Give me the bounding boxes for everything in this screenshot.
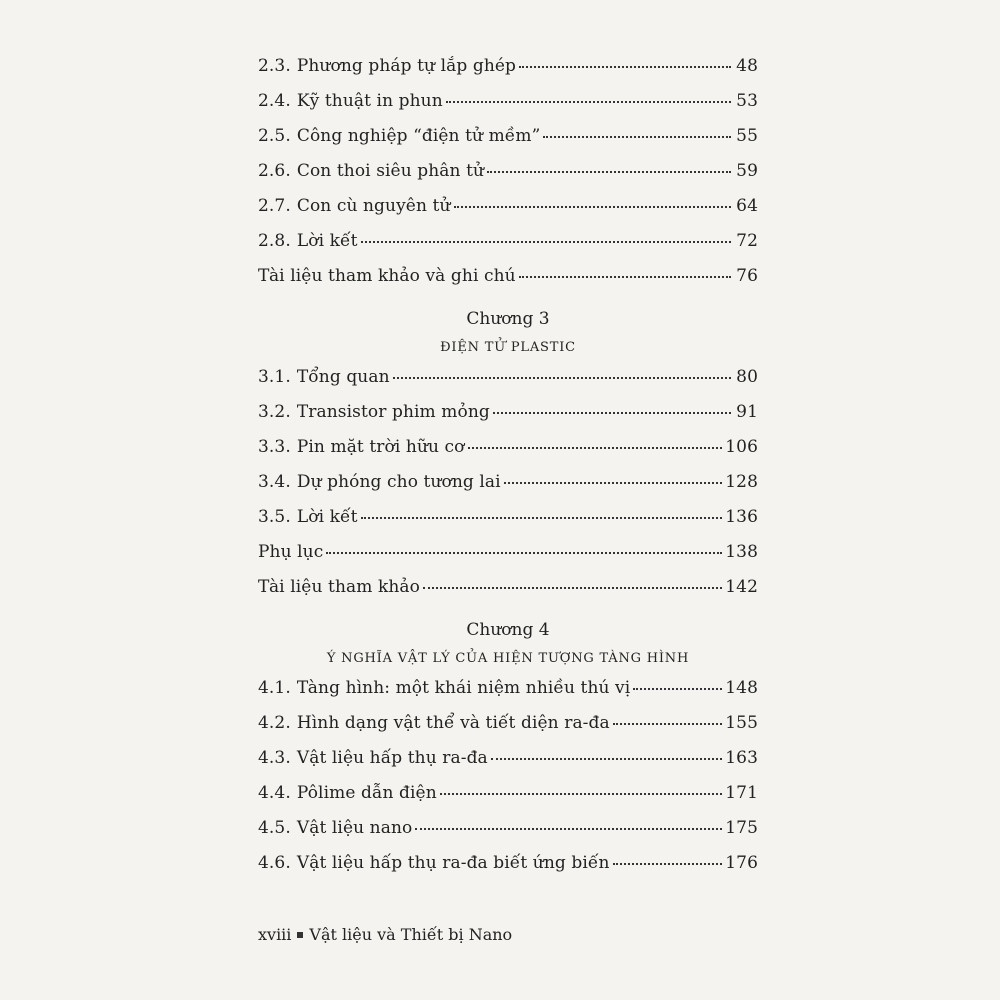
dot-leader bbox=[487, 171, 731, 173]
toc-entry[interactable] bbox=[258, 472, 758, 507]
toc-entry-page: 171 bbox=[725, 783, 758, 803]
chapter-heading: Chương 4 bbox=[466, 620, 550, 640]
toc-entry-page: 176 bbox=[725, 853, 758, 873]
toc-entry-title: Con thoi siêu phân tử bbox=[296, 161, 485, 181]
footer-page-number: xviii bbox=[258, 925, 292, 944]
toc-entry-title: Pôlime dẫn điện bbox=[296, 783, 437, 803]
table-of-contents bbox=[258, 56, 758, 888]
toc-entry-number: 4.5. bbox=[258, 818, 291, 838]
toc-entry-title: Phương pháp tự lắp ghép bbox=[296, 56, 517, 76]
toc-entry-number: 3.5. bbox=[258, 507, 291, 527]
toc-entry[interactable] bbox=[258, 402, 758, 437]
toc-entry-page: 142 bbox=[725, 577, 758, 597]
toc-entry-page: 53 bbox=[736, 91, 758, 111]
toc-entry-title: Vật liệu nano bbox=[296, 818, 413, 838]
toc-entry-title: Tài liệu tham khảo và ghi chú bbox=[258, 266, 516, 286]
dot-leader bbox=[361, 517, 723, 519]
toc-entry[interactable] bbox=[258, 507, 758, 542]
toc-entry-number: 4.3. bbox=[258, 748, 291, 768]
dot-leader bbox=[613, 863, 723, 865]
dot-leader bbox=[493, 412, 731, 414]
toc-entry[interactable] bbox=[258, 678, 758, 713]
toc-entry-page: 128 bbox=[725, 472, 758, 492]
toc-entry-title: Kỹ thuật in phun bbox=[296, 91, 443, 111]
toc-entry-number: 2.3. bbox=[258, 56, 291, 76]
toc-entry-number: 2.4. bbox=[258, 91, 291, 111]
toc-entry-page: 106 bbox=[725, 437, 758, 457]
dot-leader bbox=[440, 793, 722, 795]
dot-leader bbox=[613, 723, 723, 725]
toc-entry-number: 4.2. bbox=[258, 713, 291, 733]
toc-entry-number: 2.5. bbox=[258, 126, 291, 146]
toc-entry[interactable] bbox=[258, 196, 758, 231]
toc-entry-page: 59 bbox=[736, 161, 758, 181]
dot-leader bbox=[543, 136, 731, 138]
dot-leader bbox=[504, 482, 723, 484]
toc-entry-number: 3.4. bbox=[258, 472, 291, 492]
dot-leader bbox=[415, 828, 722, 830]
toc-entry-page: 64 bbox=[736, 196, 758, 216]
toc-entry-page: 72 bbox=[736, 231, 758, 251]
toc-entry-page: 155 bbox=[725, 713, 758, 733]
chapter-title: ĐIỆN TỬ PLASTIC bbox=[440, 340, 576, 355]
toc-entry[interactable] bbox=[258, 56, 758, 91]
dot-leader bbox=[393, 377, 731, 379]
dot-leader bbox=[361, 241, 731, 243]
toc-entry[interactable] bbox=[258, 367, 758, 402]
toc-entry-number: 3.3. bbox=[258, 437, 291, 457]
toc-entry-title: Hình dạng vật thể và tiết diện ra-đa bbox=[296, 713, 610, 733]
toc-entry-number: 3.1. bbox=[258, 367, 291, 387]
toc-entry[interactable] bbox=[258, 713, 758, 748]
toc-entry-number: 2.6. bbox=[258, 161, 291, 181]
toc-entry-number: 4.1. bbox=[258, 678, 291, 698]
toc-entry-page: 80 bbox=[736, 367, 758, 387]
toc-entry-number: 2.7. bbox=[258, 196, 291, 216]
toc-entry-title: Lời kết bbox=[296, 507, 358, 527]
toc-entry-page: 138 bbox=[725, 542, 758, 562]
footer-book-title: Vật liệu và Thiết bị Nano bbox=[309, 925, 513, 944]
toc-entry-page: 163 bbox=[725, 748, 758, 768]
toc-entry-title: Pin mặt trời hữu cơ bbox=[296, 437, 465, 457]
toc-entry-title: Công nghiệp “điện tử mềm” bbox=[296, 126, 541, 146]
toc-entry-page: 136 bbox=[725, 507, 758, 527]
toc-entry[interactable] bbox=[258, 853, 758, 888]
toc-entry-title: Phụ lục bbox=[258, 542, 324, 562]
toc-entry-title: Tàng hình: một khái niệm nhiều thú vị bbox=[296, 678, 631, 698]
toc-entry-title: Vật liệu hấp thụ ra-đa bbox=[296, 748, 488, 768]
toc-entry-title: Con cù nguyên tử bbox=[296, 196, 451, 216]
dot-leader bbox=[446, 101, 731, 103]
chapter-title: Ý NGHĨA VẬT LÝ CỦA HIỆN TƯỢNG TÀNG HÌNH bbox=[326, 651, 690, 666]
dot-leader bbox=[519, 66, 731, 68]
dot-leader bbox=[468, 447, 723, 449]
toc-entry[interactable] bbox=[258, 91, 758, 126]
dot-leader bbox=[633, 688, 722, 690]
toc-entry-number: 4.4. bbox=[258, 783, 291, 803]
toc-entry-title: Tài liệu tham khảo bbox=[258, 577, 420, 597]
dot-leader bbox=[491, 758, 722, 760]
dot-leader bbox=[519, 276, 731, 278]
toc-entry-page: 148 bbox=[725, 678, 758, 698]
toc-entry[interactable] bbox=[258, 231, 758, 266]
toc-entry-number: 4.6. bbox=[258, 853, 291, 873]
dot-leader bbox=[326, 552, 722, 554]
chapter-heading: Chương 3 bbox=[466, 309, 550, 329]
toc-entry[interactable] bbox=[258, 748, 758, 783]
toc-entry[interactable] bbox=[258, 266, 758, 301]
toc-entry-title: Tổng quan bbox=[296, 367, 390, 387]
dot-leader bbox=[454, 206, 732, 208]
toc-entry[interactable] bbox=[258, 542, 758, 577]
toc-entry[interactable] bbox=[258, 161, 758, 196]
toc-entry-page: 76 bbox=[736, 266, 758, 286]
toc-entry[interactable] bbox=[258, 437, 758, 472]
toc-entry-title: Vật liệu hấp thụ ra-đa biết ứng biến bbox=[296, 853, 610, 873]
toc-entry[interactable] bbox=[258, 783, 758, 818]
toc-entry-title: Transistor phim mỏng bbox=[296, 402, 490, 422]
footer-separator bbox=[297, 932, 303, 938]
toc-entry[interactable] bbox=[258, 577, 758, 612]
toc-entry[interactable] bbox=[258, 818, 758, 853]
toc-entry-page: 91 bbox=[736, 402, 758, 422]
toc-entry-number: 3.2. bbox=[258, 402, 291, 422]
toc-entry[interactable] bbox=[258, 126, 758, 161]
toc-entry-title: Dự phóng cho tương lai bbox=[296, 472, 501, 492]
toc-entry-page: 175 bbox=[725, 818, 758, 838]
toc-entry-page: 55 bbox=[736, 126, 758, 146]
toc-entry-number: 2.8. bbox=[258, 231, 291, 251]
page-footer bbox=[258, 925, 512, 944]
toc-entry-page: 48 bbox=[736, 56, 758, 76]
toc-entry-title: Lời kết bbox=[296, 231, 358, 251]
dot-leader bbox=[423, 587, 722, 589]
